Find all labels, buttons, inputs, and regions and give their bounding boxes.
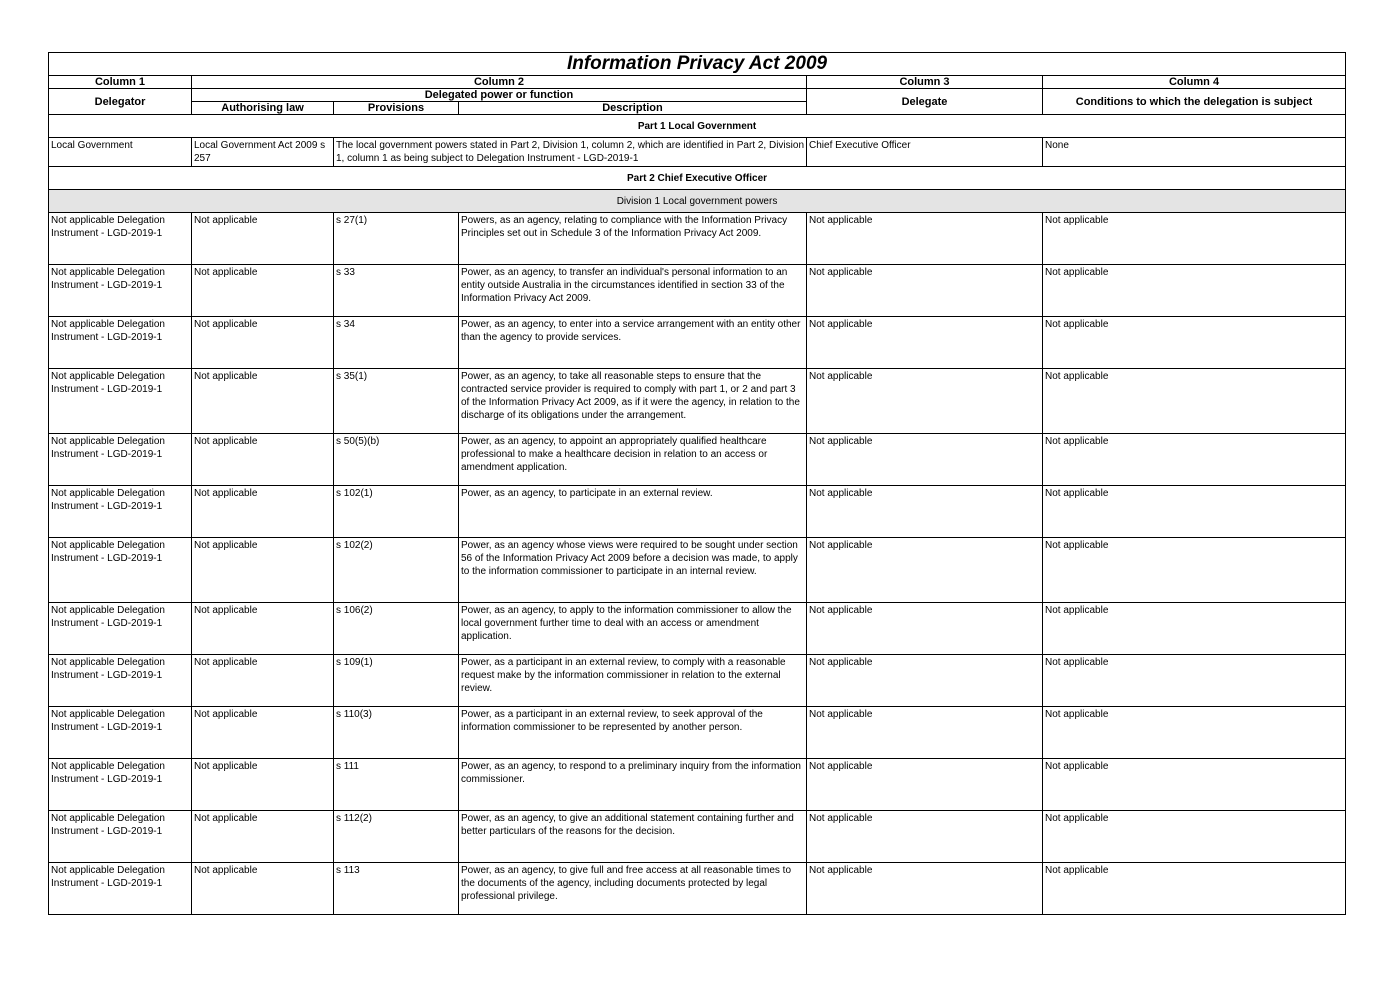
description-cell: Power, as an agency, to give full and free access at all reasonable times to the documents of the agency, including documents protected by legal professional privilege.	[459, 863, 807, 915]
delegator-cell: Not applicable Delegation Instrument - LGD-2019-1	[49, 707, 192, 759]
table-row	[49, 759, 1346, 811]
delegator-cell: Not applicable Delegation Instrument - LGD-2019-1	[49, 265, 192, 317]
conditions-cell: Not applicable	[1043, 369, 1346, 434]
title-row	[49, 53, 1346, 76]
part1-heading-row	[49, 115, 1346, 138]
delegator-cell: Not applicable Delegation Instrument - LGD-2019-1	[49, 486, 192, 538]
col3-header: Column 3	[807, 76, 1043, 89]
conditions-cell: Not applicable	[1043, 486, 1346, 538]
authorising-law-cell: Not applicable	[192, 434, 334, 486]
authorising-law-cell: Not applicable	[192, 759, 334, 811]
table-row	[49, 317, 1346, 369]
delegator-cell: Not applicable Delegation Instrument - LGD-2019-1	[49, 538, 192, 603]
delegated-power-header: Delegated power or function	[192, 89, 807, 102]
description-cell: Power, as an agency whose views were required to be sought under section 56 of the Information Privacy Act 2009 before a decision was made, to apply to the information commissioner to participate in an internal review.	[459, 538, 807, 603]
table-row	[49, 811, 1346, 863]
delegator-cell: Not applicable Delegation Instrument - LGD-2019-1	[49, 811, 192, 863]
conditions-cell: Not applicable	[1043, 759, 1346, 811]
conditions-cell: Not applicable	[1043, 213, 1346, 265]
authorising-law-cell: Not applicable	[192, 538, 334, 603]
description-cell: Power, as an agency, to take all reasonable steps to ensure that the contracted service provider is required to comply with part 1, or 2 and part 3 of the Information Privacy Act 2009, as if it were the agency, in relation to the discharge of its obligations under the arrangement.	[459, 369, 807, 434]
authorising-law-header: Authorising law	[192, 102, 334, 115]
delegation-sheet	[48, 52, 1345, 915]
conditions-cell: Not applicable	[1043, 317, 1346, 369]
table-row	[49, 603, 1346, 655]
part2-heading: Part 2 Chief Executive Officer	[49, 167, 1346, 190]
delegator-cell: Not applicable Delegation Instrument - LGD-2019-1	[49, 655, 192, 707]
authorising-law-cell: Not applicable	[192, 265, 334, 317]
part1-law: Local Government Act 2009 s 257	[192, 138, 334, 167]
conditions-header: Conditions to which the delegation is subject	[1043, 89, 1346, 115]
provision-cell: s 106(2)	[334, 603, 459, 655]
provision-cell: s 50(5)(b)	[334, 434, 459, 486]
delegate-cell: Not applicable	[807, 707, 1043, 759]
authorising-law-cell: Not applicable	[192, 486, 334, 538]
description-cell: Power, as a participant in an external review, to seek approval of the information commissioner to be represented by another person.	[459, 707, 807, 759]
delegate-cell: Not applicable	[807, 265, 1043, 317]
table-row	[49, 265, 1346, 317]
provision-cell: s 112(2)	[334, 811, 459, 863]
delegator-cell: Not applicable Delegation Instrument - LGD-2019-1	[49, 213, 192, 265]
description-cell: Power, as an agency, to respond to a preliminary inquiry from the information commissioner.	[459, 759, 807, 811]
authorising-law-cell: Not applicable	[192, 707, 334, 759]
division-heading: Division 1 Local government powers	[49, 190, 1346, 213]
delegate-cell: Not applicable	[807, 213, 1043, 265]
part1-conditions: None	[1043, 138, 1346, 167]
header-row-1	[49, 89, 1346, 102]
conditions-cell: Not applicable	[1043, 811, 1346, 863]
delegate-cell: Not applicable	[807, 369, 1043, 434]
provisions-header: Provisions	[334, 102, 459, 115]
conditions-cell: Not applicable	[1043, 265, 1346, 317]
authorising-law-cell: Not applicable	[192, 369, 334, 434]
delegate-cell: Not applicable	[807, 317, 1043, 369]
table-row	[49, 213, 1346, 265]
delegate-cell: Not applicable	[807, 603, 1043, 655]
authorising-law-cell: Not applicable	[192, 811, 334, 863]
delegation-table	[48, 52, 1346, 915]
delegate-cell: Not applicable	[807, 434, 1043, 486]
delegate-cell: Not applicable	[807, 811, 1043, 863]
provision-cell: s 33	[334, 265, 459, 317]
authorising-law-cell: Not applicable	[192, 863, 334, 915]
table-row	[49, 369, 1346, 434]
provision-cell: s 34	[334, 317, 459, 369]
part1-row	[49, 138, 1346, 167]
delegate-cell: Not applicable	[807, 655, 1043, 707]
part1-description: The local government powers stated in Part 2, Division 1, column 2, which are identified in Part 2, Division 1, column 1 as being subject to Delegation Instrument - LGD-2019-1	[334, 138, 807, 167]
col2-header: Column 2	[192, 76, 807, 89]
division-row	[49, 190, 1346, 213]
table-row	[49, 707, 1346, 759]
provision-cell: s 110(3)	[334, 707, 459, 759]
col4-header: Column 4	[1043, 76, 1346, 89]
delegator-cell: Not applicable Delegation Instrument - LGD-2019-1	[49, 759, 192, 811]
description-cell: Power, as an agency, to enter into a service arrangement with an entity other than the agency to provide services.	[459, 317, 807, 369]
conditions-cell: Not applicable	[1043, 603, 1346, 655]
delegator-cell: Not applicable Delegation Instrument - LGD-2019-1	[49, 863, 192, 915]
conditions-cell: Not applicable	[1043, 655, 1346, 707]
delegate-cell: Not applicable	[807, 863, 1043, 915]
description-cell: Power, as an agency, to transfer an individual's personal information to an entity outside Australia in the circumstances identified in section 33 of the Information Privacy Act 2009.	[459, 265, 807, 317]
provision-cell: s 111	[334, 759, 459, 811]
description-cell: Power, as an agency, to participate in an external review.	[459, 486, 807, 538]
provision-cell: s 102(1)	[334, 486, 459, 538]
delegator-header: Delegator	[49, 89, 192, 115]
provision-cell: s 102(2)	[334, 538, 459, 603]
provision-cell: s 27(1)	[334, 213, 459, 265]
table-row	[49, 655, 1346, 707]
column-number-row	[49, 76, 1346, 89]
description-cell: Power, as an agency, to appoint an appropriately qualified healthcare professional to make a healthcare decision in relation to an access or amendment application.	[459, 434, 807, 486]
provision-cell: s 113	[334, 863, 459, 915]
description-header: Description	[459, 102, 807, 115]
delegate-cell: Not applicable	[807, 538, 1043, 603]
description-cell: Power, as an agency, to give an additional statement containing further and better particulars of the reasons for the decision.	[459, 811, 807, 863]
delegate-cell: Not applicable	[807, 486, 1043, 538]
provision-cell: s 109(1)	[334, 655, 459, 707]
part2-heading-row	[49, 167, 1346, 190]
description-cell: Powers, as an agency, relating to compliance with the Information Privacy Principles set out in Schedule 3 of the Information Privacy Act 2009.	[459, 213, 807, 265]
description-cell: Power, as a participant in an external review, to comply with a reasonable request make by the information commissioner in relation to the external review.	[459, 655, 807, 707]
table-row	[49, 538, 1346, 603]
delegate-cell: Not applicable	[807, 759, 1043, 811]
authorising-law-cell: Not applicable	[192, 603, 334, 655]
part1-delegate: Chief Executive Officer	[807, 138, 1043, 167]
description-cell: Power, as an agency, to apply to the information commissioner to allow the local government further time to deal with an access or amendment application.	[459, 603, 807, 655]
conditions-cell: Not applicable	[1043, 863, 1346, 915]
conditions-cell: Not applicable	[1043, 434, 1346, 486]
delegator-cell: Not applicable Delegation Instrument - LGD-2019-1	[49, 369, 192, 434]
authorising-law-cell: Not applicable	[192, 655, 334, 707]
delegator-cell: Not applicable Delegation Instrument - LGD-2019-1	[49, 317, 192, 369]
part1-delegator: Local Government	[49, 138, 192, 167]
table-row	[49, 434, 1346, 486]
part1-heading: Part 1 Local Government	[49, 115, 1346, 138]
col1-header: Column 1	[49, 76, 192, 89]
conditions-cell: Not applicable	[1043, 538, 1346, 603]
delegate-header: Delegate	[807, 89, 1043, 115]
page-title: Information Privacy Act 2009	[49, 53, 1346, 76]
table-row	[49, 863, 1346, 915]
delegator-cell: Not applicable Delegation Instrument - LGD-2019-1	[49, 434, 192, 486]
provision-cell: s 35(1)	[334, 369, 459, 434]
authorising-law-cell: Not applicable	[192, 213, 334, 265]
conditions-cell: Not applicable	[1043, 707, 1346, 759]
authorising-law-cell: Not applicable	[192, 317, 334, 369]
table-row	[49, 486, 1346, 538]
delegator-cell: Not applicable Delegation Instrument - LGD-2019-1	[49, 603, 192, 655]
